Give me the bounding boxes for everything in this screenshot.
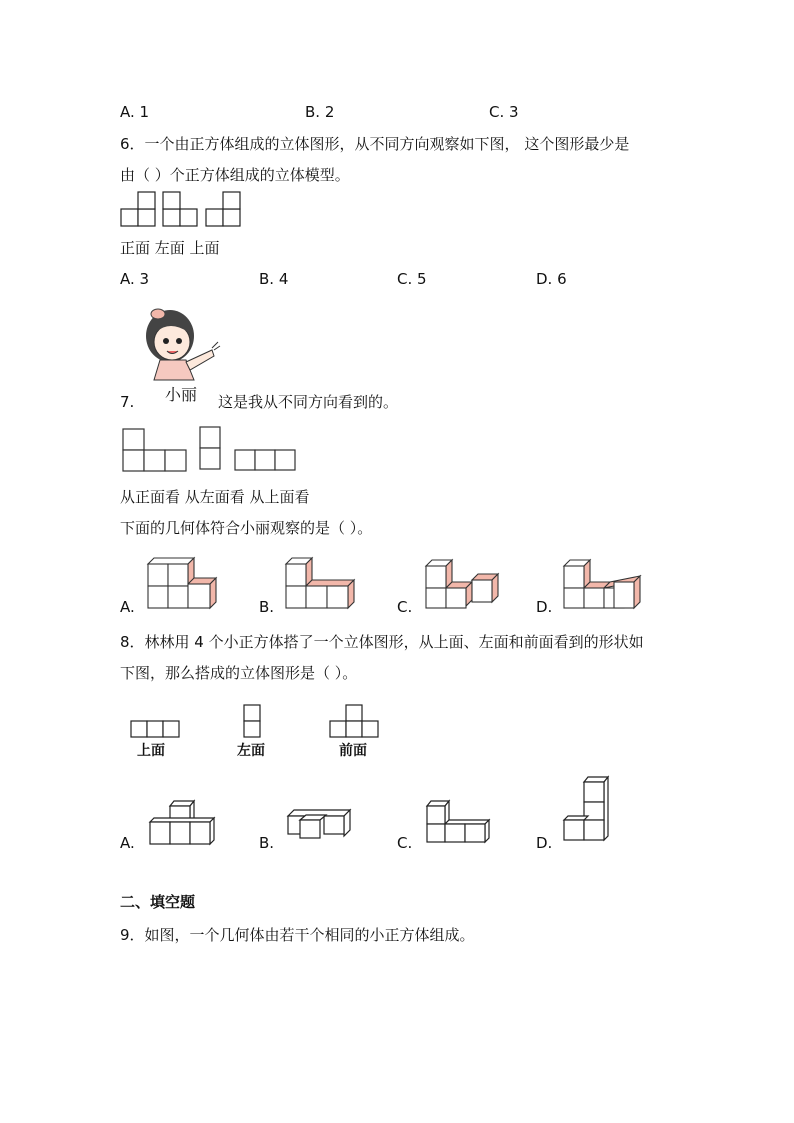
q6-left-cell bbox=[163, 209, 180, 226]
q8-option-d-figure bbox=[562, 774, 612, 844]
q7-left-cell bbox=[200, 448, 220, 469]
q7-front-cell bbox=[123, 450, 144, 471]
q7-front-cell bbox=[144, 450, 165, 471]
q6-top-cell bbox=[223, 192, 240, 209]
q7-view-figures bbox=[120, 426, 300, 474]
q8-option-a-letter: A. bbox=[120, 834, 135, 852]
q7-top-cell bbox=[235, 450, 255, 470]
q7-top-cell bbox=[255, 450, 275, 470]
q8-option-d-letter: D. bbox=[536, 834, 553, 852]
q8-option-c-letter: C. bbox=[397, 834, 413, 852]
q8-text-line1: 8．林林用 4 个小正方体搭了一个立体图形，从上面、左面和前面看到的形状如 bbox=[120, 633, 644, 651]
q7-left-cell bbox=[200, 427, 220, 448]
q8-top-cell bbox=[147, 721, 163, 737]
q8-top-cell bbox=[163, 721, 179, 737]
q7-front-cell bbox=[165, 450, 186, 471]
q6-text-line2: 由（ ）个正方体组成的立体模型。 bbox=[120, 166, 350, 184]
q8-view-figures bbox=[128, 704, 388, 744]
q7-top-cell bbox=[275, 450, 295, 470]
q7-option-d-figure bbox=[560, 556, 644, 612]
q6-option-b: B. 4 bbox=[259, 270, 289, 288]
q8-front-cell bbox=[362, 721, 378, 737]
q6-left-cell bbox=[163, 192, 180, 209]
q6-option-a: A. 3 bbox=[120, 270, 150, 288]
q7-option-c-figure bbox=[420, 556, 502, 612]
q6-top-cell bbox=[206, 209, 223, 226]
q6-option-c: C. 5 bbox=[397, 270, 427, 288]
q8-text-line2: 下图，那么搭成的立体图形是（ ）。 bbox=[120, 664, 358, 682]
q6-front-cell bbox=[138, 192, 155, 209]
q8-option-a-figure bbox=[146, 796, 218, 848]
q7-number: 7. bbox=[120, 393, 135, 411]
q8-option-b-figure bbox=[284, 806, 354, 840]
q8-left-cell bbox=[244, 705, 260, 721]
q6-view-figures bbox=[118, 190, 242, 228]
q8-front-cell bbox=[346, 721, 362, 737]
q7-question: 下面的几何体符合小丽观察的是（ ）。 bbox=[120, 519, 373, 537]
q9-text: 9．如图，一个几何体由若干个相同的小正方体组成。 bbox=[120, 926, 475, 944]
q8-option-c-figure bbox=[424, 798, 492, 846]
q6-front-cell bbox=[138, 209, 155, 226]
girl-illustration bbox=[140, 298, 222, 380]
q7-option-b-letter: B. bbox=[259, 598, 275, 616]
q5-option-b: B. 2 bbox=[305, 103, 335, 121]
q7-view-labels: 从正面看 从左面看 从上面看 bbox=[120, 488, 310, 506]
q7-front-cell bbox=[123, 429, 144, 450]
q7-speech: 这是我从不同方向看到的。 bbox=[218, 393, 399, 411]
q5-option-c: C. 3 bbox=[489, 103, 519, 121]
q8-view-label-left: 左面 bbox=[237, 743, 265, 759]
q8-view-label-top: 上面 bbox=[137, 743, 165, 759]
q8-view-label-front: 前面 bbox=[339, 743, 367, 759]
q6-text-line1: 6．一个由正方体组成的立体图形，从不同方向观察如下图， 这个图形最少是 bbox=[120, 135, 630, 153]
q8-top-cell bbox=[131, 721, 147, 737]
q7-option-b-figure bbox=[280, 556, 362, 612]
q6-option-d: D. 6 bbox=[536, 270, 567, 288]
q8-left-cell bbox=[244, 721, 260, 737]
q5-option-a: A. 1 bbox=[120, 103, 150, 121]
q7-option-a-letter: A. bbox=[120, 598, 135, 616]
q6-view-labels: 正面 左面 上面 bbox=[120, 239, 220, 257]
q8-front-cell bbox=[346, 705, 362, 721]
q7-option-a-figure bbox=[140, 556, 222, 612]
q8-option-b-letter: B. bbox=[259, 834, 275, 852]
q8-front-cell bbox=[330, 721, 346, 737]
q6-top-cell bbox=[223, 209, 240, 226]
q7-option-c-letter: C. bbox=[397, 598, 413, 616]
q6-left-cell bbox=[180, 209, 197, 226]
q6-front-cell bbox=[121, 209, 138, 226]
section-title: 二、填空题 bbox=[120, 893, 196, 911]
girl-name-label: 小丽 bbox=[165, 385, 198, 404]
q7-option-d-letter: D. bbox=[536, 598, 553, 616]
